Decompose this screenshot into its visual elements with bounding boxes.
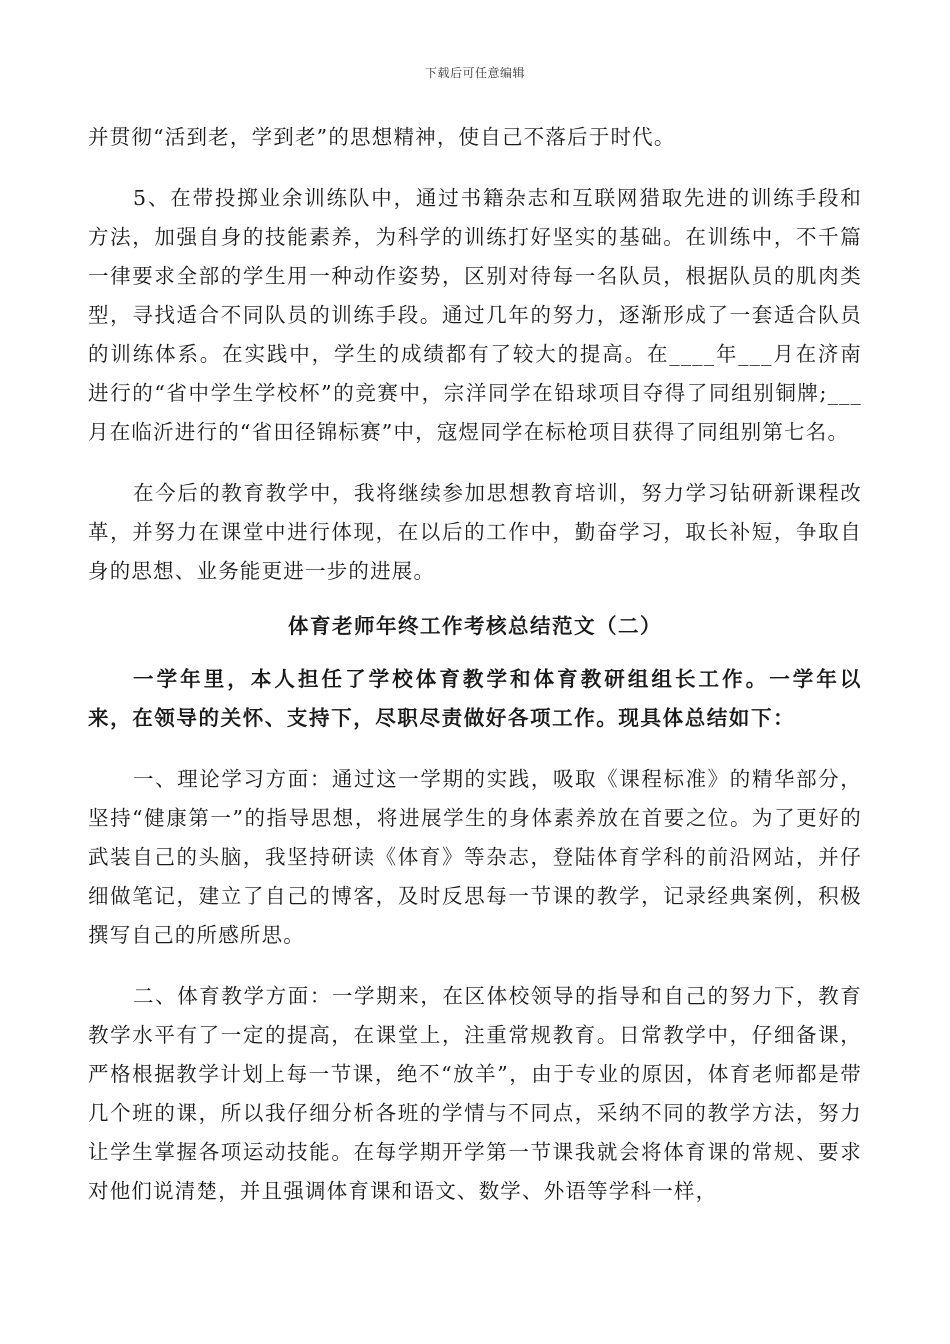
paragraph-future-plans: 在今后的教育教学中，我将继续参加思想教育培训，努力学习钻研新课程改革，并努力在课堂中进行体现，在以后的工作中，勤奋学习，取长补短，争取自身的思想、业务能更进一步的进展。 bbox=[88, 481, 862, 583]
paragraph-teaching: 二、体育教学方面：一学期来，在区体校领导的指导和自己的努力下，教育教学水平有了一定的提高，在课堂上，注重常规教育。日常教学中，仔细备课，严格根据教学计划上每一节课，绝不“放羊”，由于专业的原因，体育老师都是带几个班的课，所以我仔细分析各班的学情与不同点，采纳不同的教学方法，努力让学生掌握各项运动技能。在每学期开学第一节课我就会将体育课的常规、要求对他们说清楚，并且强调体育课和语文、数学、外语等学科一样， bbox=[88, 984, 862, 1203]
section-title: 体育老师年终工作考核总结范文（二） bbox=[288, 614, 662, 638]
paragraph-continuation: 并贯彻“活到老，学到老”的思想精神，使自己不落后于时代。 bbox=[88, 125, 676, 149]
paragraph-intro-bold: 一学年里，本人担任了学校体育教学和体育教研组组长工作。一学年以来，在领导的关怀、支持下，尽职尽责做好各项工作。现具体总结如下： bbox=[88, 667, 862, 730]
paragraph-theory-study: 一、理论学习方面：通过这一学期的实践，吸取《课程标准》的精华部分，坚持“健康第一”的指导思想，将进展学生的身体素养放在首要之位。为了更好的武装自己的头脑，我坚持研读《体育》等杂志，登陆体育学科的前沿网站，并仔细做笔记，建立了自己的博客，及时反思每一节课的教学，记录经典案例，积极撰写自己的所感所思。 bbox=[88, 767, 862, 947]
document-body bbox=[88, 118, 862, 1211]
page-header-note: 下载后可任意编辑 bbox=[424, 66, 525, 80]
paragraph-item-5: 5、在带投掷业余训练队中，通过书籍杂志和互联网猎取先进的训练手段和方法，加强自身的技能素养，为科学的训练打好坚实的基础。在训练中，不千篇一律要求全部的学生用一种动作姿势，区别对待每一名队员，根据队员的肌肉类型，寻找适合不同队员的训练手段。通过几年的努力，逐渐形成了一套适合队员的训练体系。在实践中，学生的成绩都有了较大的提高。在____年___月在济南进行的“省中学生学校杯”的竞赛中，宗洋同学在铅球项目夺得了同组别铜牌;___月在临沂进行的“省田径锦标赛”中，寇煜同学在标枪项目获得了同组别第七名。 bbox=[88, 186, 862, 444]
